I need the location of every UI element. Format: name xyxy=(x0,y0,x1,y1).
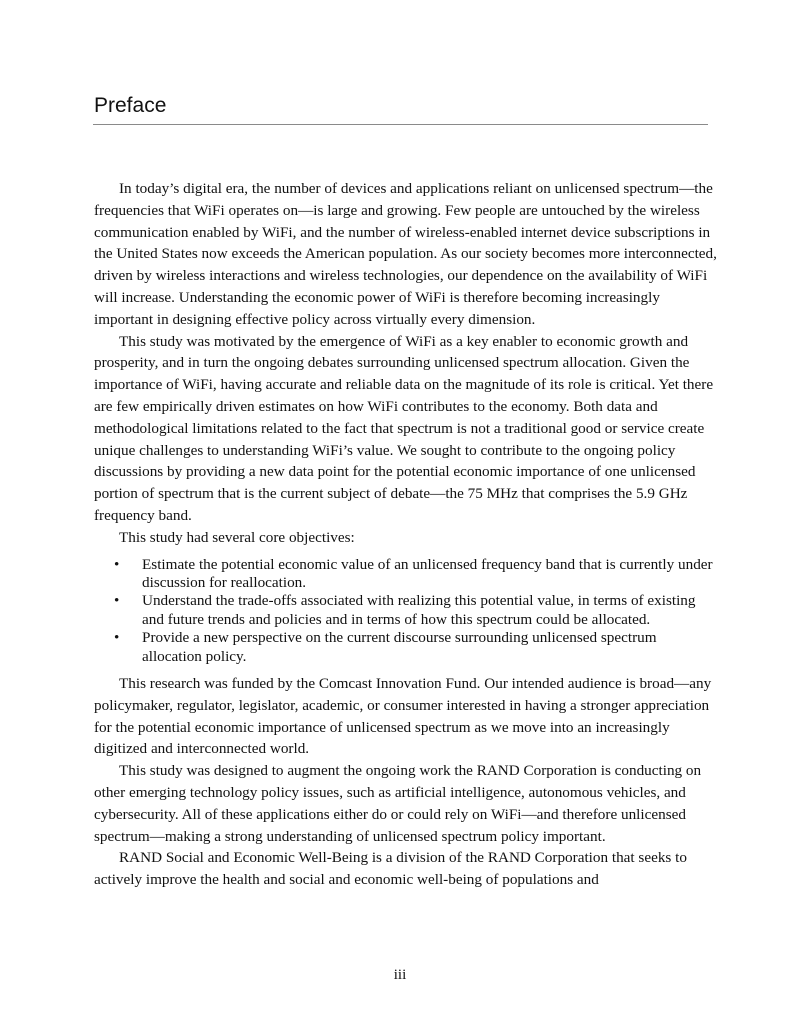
paragraph: This research was funded by the Comcast Innovation Fund. Our intended audience is broad—any policymaker, regulator, legislator, academic, or consumer interested in having a stronger appreciation for the potential economic importance of unlicensed spectrum as we move into an increasingly digitized and interconnected world. xyxy=(94,674,712,758)
list-item xyxy=(94,629,718,666)
list-item-text: Understand the trade-offs associated with realizing this potential value, in terms of existing and future trends and policies and in terms of how this spectrum could be allocated. xyxy=(142,592,696,628)
paragraph: This study was designed to augment the ongoing work the RAND Corporation is conducting on other emerging technology policy issues, such as artificial intelligence, autonomous vehicles, and cybersecurity. All of these applications either do or could rely on WiFi—and therefore unlicensed spectrum—making a strong understanding of unlicensed spectrum policy important. xyxy=(94,762,702,845)
bullet-icon: • xyxy=(114,592,120,610)
document-body xyxy=(94,178,718,891)
objectives-list xyxy=(94,556,718,666)
heading-rule xyxy=(93,124,708,125)
paragraph: This study was motivated by the emergence of WiFi as a key enabler to economic growth and prosperity, and in turn the ongoing debates surrounding unlicensed spectrum allocation. Given the importance of WiFi, having accurate and reliable data on the magnitude of its role is critical. Yet there are few empirically driven estimates on how WiFi contributes to the economy. Both data and methodological limitations related to the fact that spectrum is not a traditional good or service create unique challenges to understanding WiFi’s value. We sought to contribute to the ongoing policy discussions by providing a new data point for the potential economic importance of one unlicensed portion of spectrum that is the current subject of debate—the 75 MHz that comprises the 5.9 GHz frequency band. xyxy=(94,332,714,524)
paragraph: In today’s digital era, the number of devices and applications reliant on unlicensed spectrum—the frequencies that WiFi operates on—is large and growing. Few people are untouched by the wireless communication enabled by WiFi, and the number of wireless-enabled internet device subscriptions in the United States now exceeds the American population. As our society becomes more interconnected, driven by wireless interactions and wireless technologies, our dependence on the availability of WiFi will increase. Understanding the economic power of WiFi is therefore becoming increasingly important in designing effective policy across virtually every dimension. xyxy=(94,180,717,328)
list-item-text: Estimate the potential economic value of an unlicensed frequency band that is currently under discussion for reallocation. xyxy=(142,555,713,591)
bullet-icon: • xyxy=(114,629,120,647)
bullet-icon: • xyxy=(114,555,120,573)
list-item xyxy=(94,592,718,629)
page-number: iii xyxy=(393,967,407,983)
list-item xyxy=(94,556,718,593)
paragraph: RAND Social and Economic Well-Being is a division of the RAND Corporation that seeks to actively improve the health and social and economic well-being of populations and xyxy=(94,849,687,889)
paragraph: This study had several core objectives: xyxy=(119,528,355,546)
list-item-text: Provide a new perspective on the current discourse surrounding unlicensed spectrum allocation policy. xyxy=(142,629,657,665)
page-heading: Preface xyxy=(94,94,167,117)
